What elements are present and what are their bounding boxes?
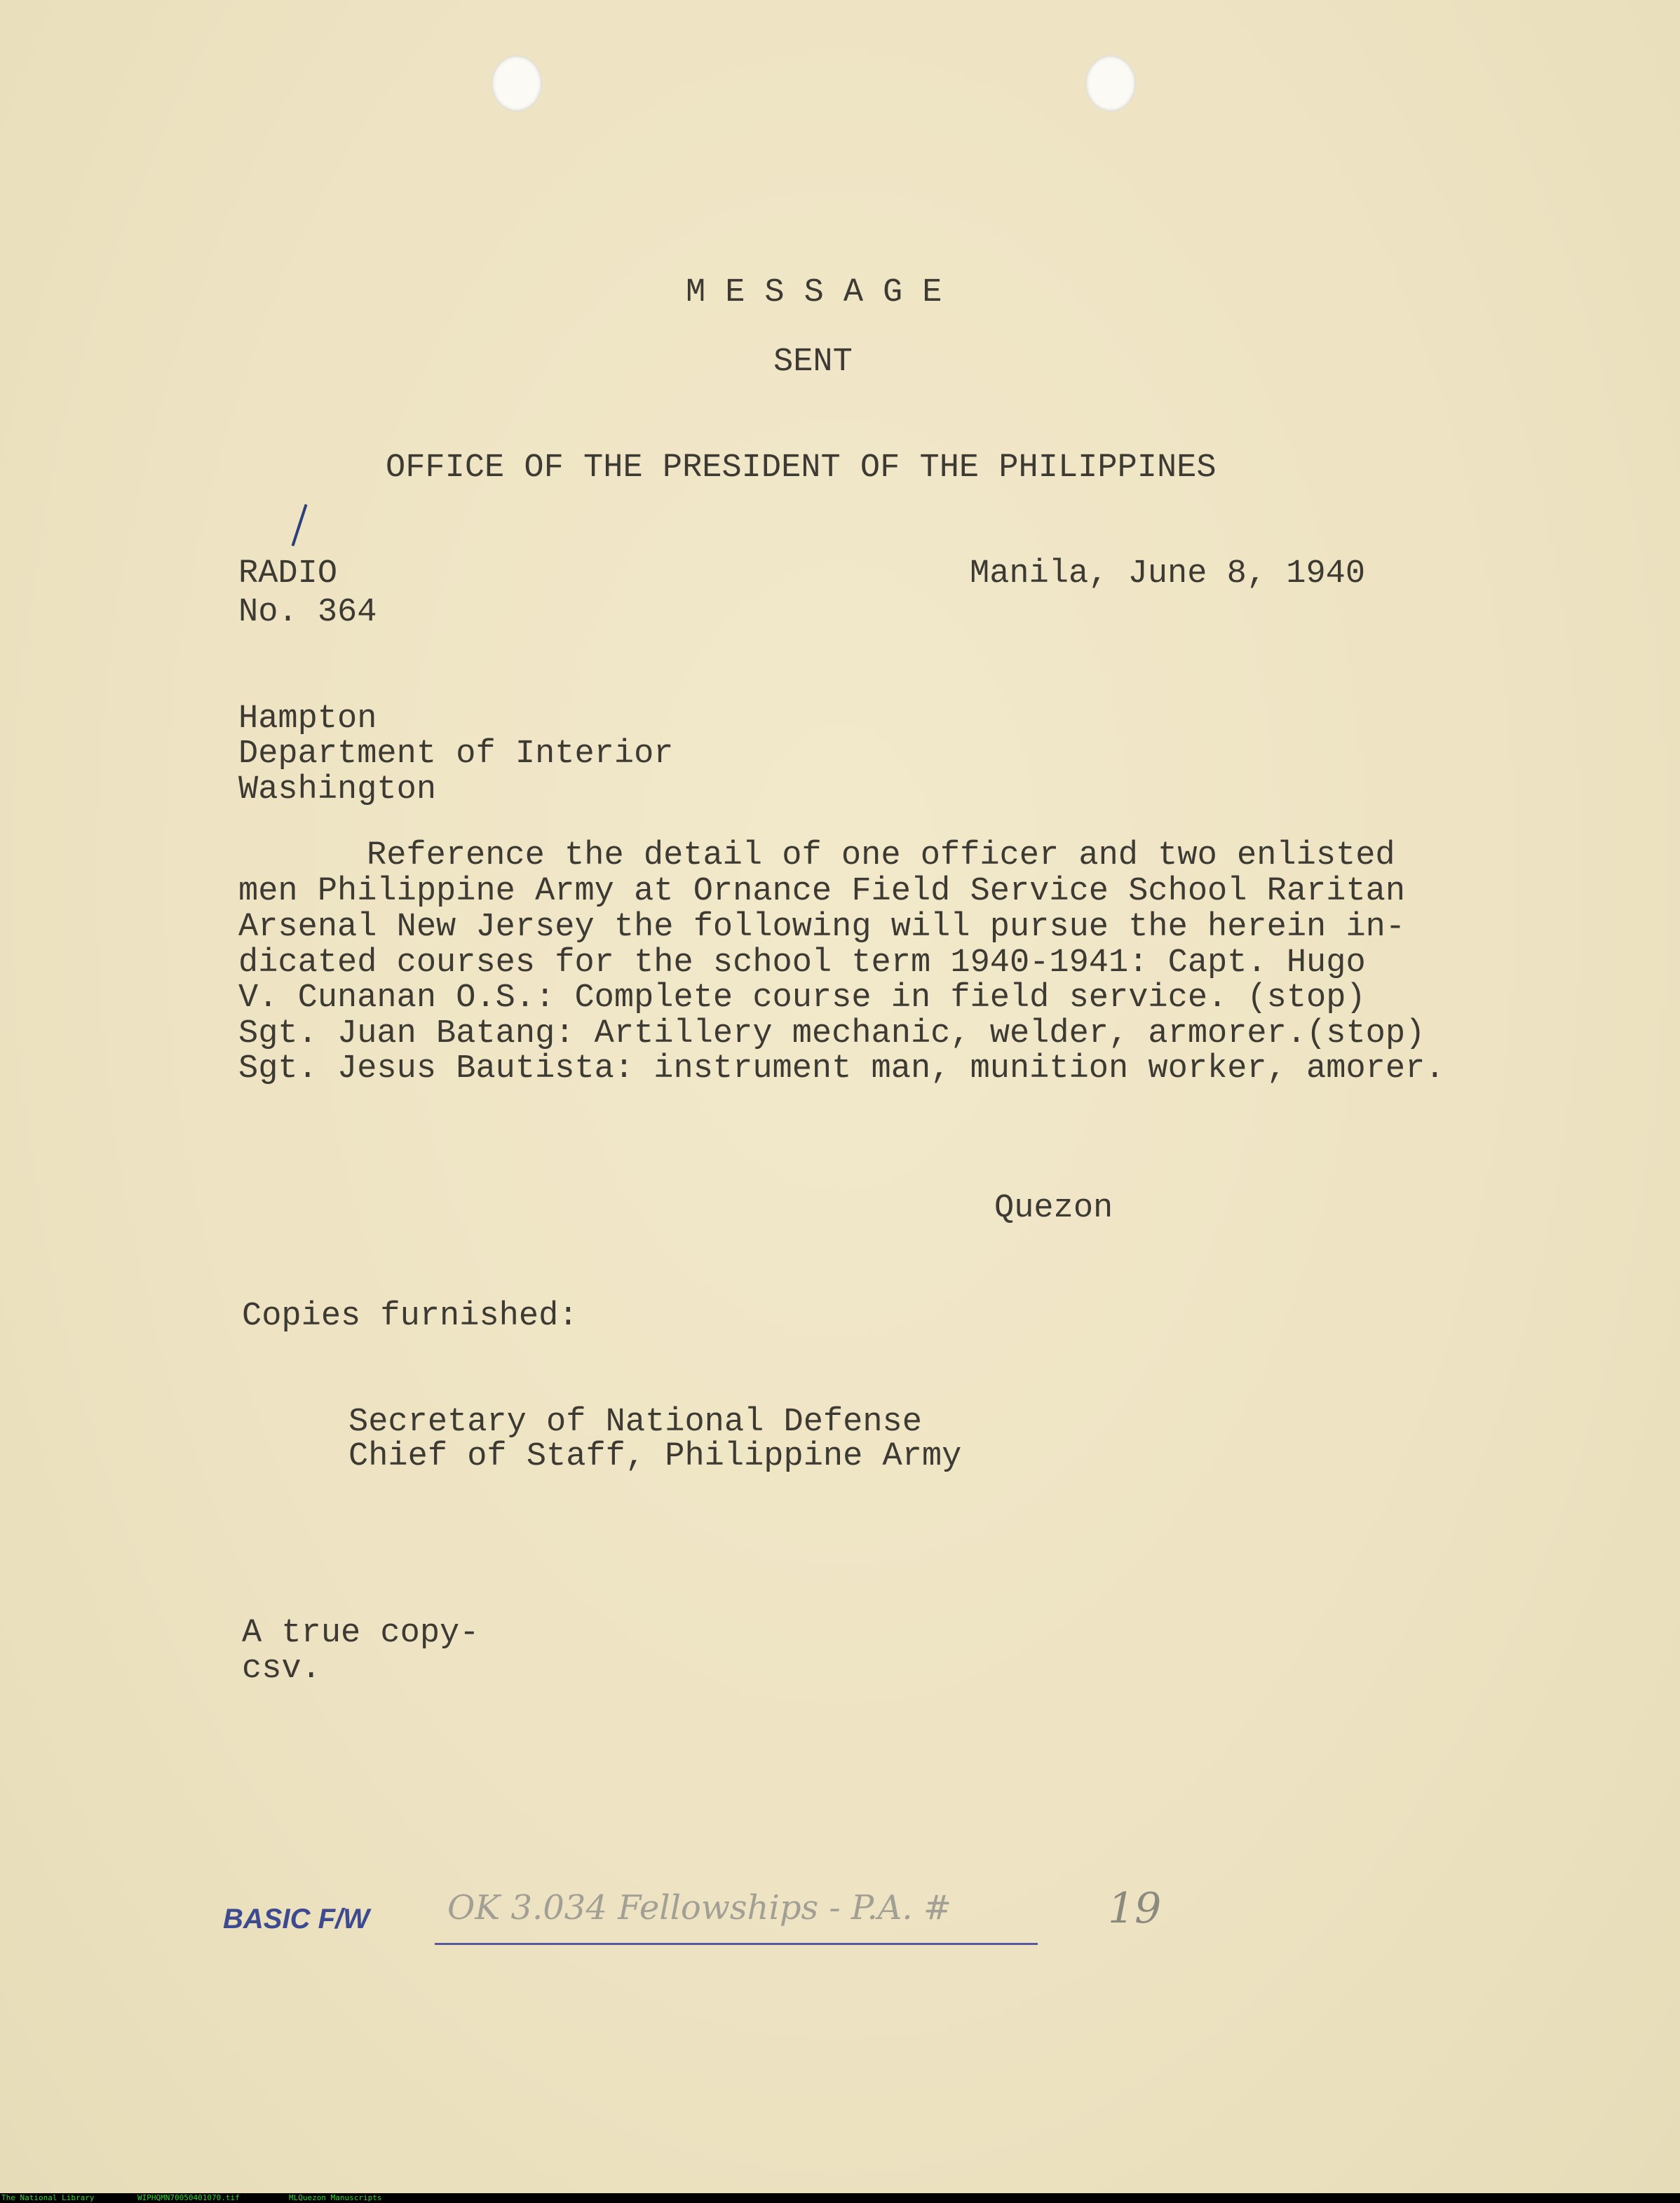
body-line: Sgt. Jesus Bautista: instrument man, munition worker, amorer. [238,1050,1445,1087]
check-mark [292,504,308,546]
body-line: dicated courses for the school term 1940-1941: Capt. Hugo [238,944,1366,982]
scan-footer [0,2193,1680,2203]
handwritten-number: 19 [1108,1884,1162,1933]
body-line: V. Cunanan O.S.: Complete course in field service. (stop) [238,980,1366,1017]
copies-label: Copies furnished: [242,1298,578,1335]
punch-hole-left [492,55,542,111]
copy-recipient: Chief of Staff, Philippine Army [348,1438,962,1475]
basic-fw-stamp: BASIC F/W [223,1904,370,1934]
addressee-city: Washington [238,771,437,808]
initials: csv. [242,1650,321,1688]
footer-collection: MLQuezon Manuscripts [289,2193,382,2202]
office-heading: OFFICE OF THE PRESIDENT OF THE PHILIPPINES [386,449,1217,487]
punch-hole-right [1085,55,1136,111]
place-date: Manila, June 8, 1940 [970,555,1366,592]
body-line: Arsenal New Jersey the following will pursue the herein in- [238,909,1406,946]
message-title: MESSAGE [686,274,962,311]
copy-recipient: Secretary of National Defense [348,1404,922,1441]
footer-file: WIPHQMN70050401070.tif [137,2193,240,2202]
message-status: SENT [773,344,853,381]
stamp-underline [435,1943,1038,1945]
handwritten-file-note: OK 3.034 Fellowships - P.A. # [447,1888,952,1927]
addressee-department: Department of Interior [238,736,674,773]
filing-stamp [223,1884,1205,1958]
footer-library: The National Library [1,2193,95,2202]
body-line: men Philippine Army at Ornance Field Service School Raritan [238,873,1406,910]
signature: Quezon [994,1190,1113,1227]
true-copy-line: A true copy- [242,1615,480,1652]
message-number: No. 364 [238,594,377,631]
message-type: RADIO [238,555,338,592]
body-line: Sgt. Juan Batang: Artillery mechanic, welder, armorer.(stop) [238,1015,1425,1052]
body-line: Reference the detail of one officer and two enlisted [367,837,1395,874]
addressee-name: Hampton [238,700,377,738]
